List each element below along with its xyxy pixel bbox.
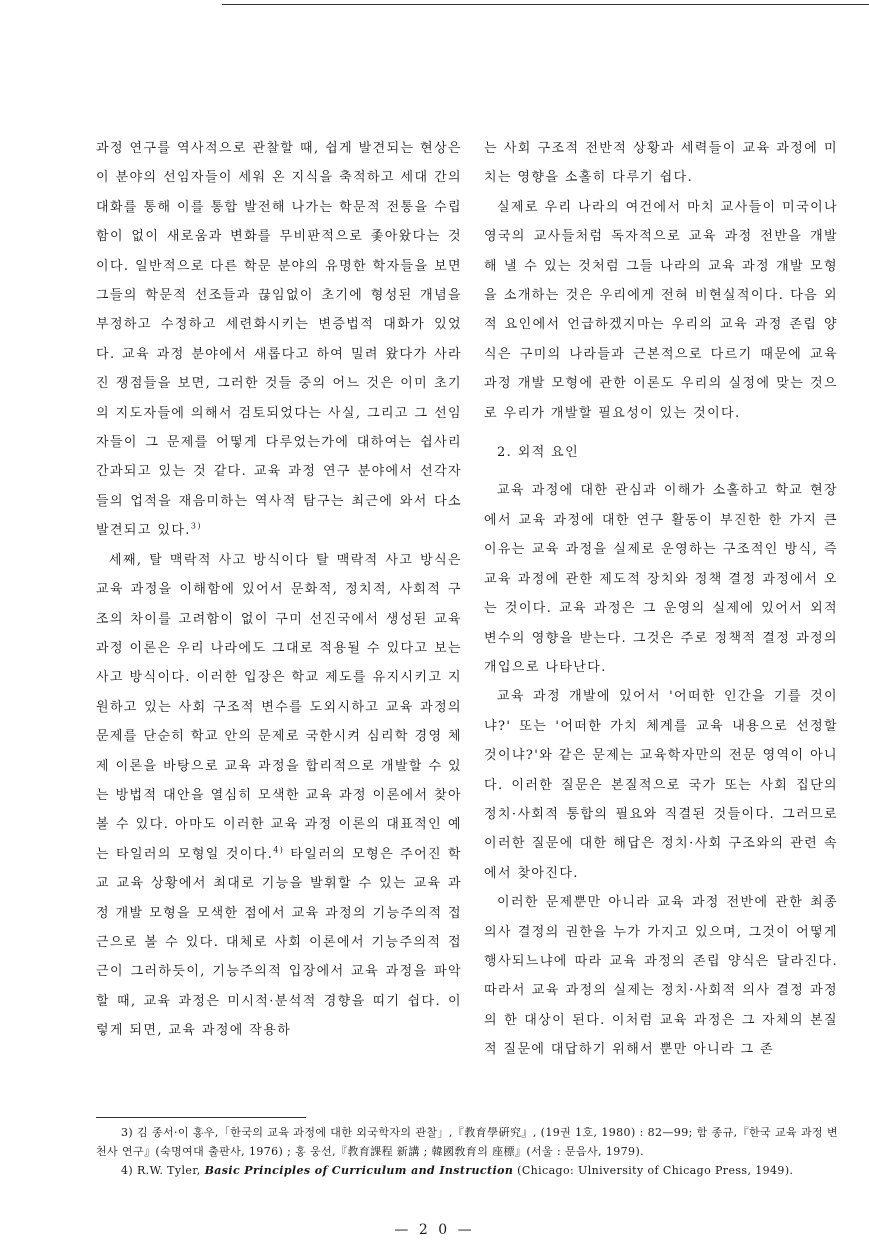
left-column <box>96 134 462 1046</box>
left-paragraph-2: 세째, 탈 맥락적 사고 방식이다 탈 맥락적 사고 방식은 교육 과정을 이해함에 있어서 문화적, 정치적, 사회적 구조의 차이를 고려함이 없이 구미 선진국에서 생성된 교육 과정 이론은 우리 나라에도 그대로 적용될 수 있다고 보는 사고 방식이다. 이러한 입장은 학교 제도를 유지시키고 지원하고 있는 사회 구조적 변수를 도외시하고 교육 과정의 문제를 단순히 학교 안의 문제로 국한시켜 심리학 경영 체제 이론을 바탕으로 교육 과정을 합리적으로 개발할 수 있는 방법적 대안을 열심히 모색한 교육 과정 이론에서 찾아볼 수 있다. 아마도 이러한 교육 과정 이론의 대표적인 예는 타일러의 모형일 것이다.$^{4)}$ 타일러의 모형은 주어진 학교 교육 상황에서 최대로 기능을 발휘할 수 있는 교육 과정 개발 모형을 모색한 점에서 교육 과정의 기능주의적 접근으로 볼 수 있다. 대체로 사회 이론에서 기능주의적 접근이 그러하듯이, 기능주의적 입장에서 교육 과정을 파악할 때, 교육 과정은 미시적·분석적 경향을 띠기 쉽다. 이렇게 되면, 교육 과정에 작용하 <box>96 552 462 1039</box>
page-number: — 2 0 — <box>394 1222 475 1238</box>
right-paragraph-1: 는 사회 구조적 전반적 상황과 세력들이 교육 과정에 미치는 영향을 소홀히 다루기 쉽다. <box>484 141 838 186</box>
footnote-4: 4) R.W. Tyler, Basic Principles of Curriculum and Instruction (Chicago: Ulniversity of Chicago Press, 1949). <box>121 1164 794 1177</box>
footnote-4-title: Basic Principles of Curriculum and Instruction <box>204 1164 514 1177</box>
footnote-ref-3: 3) <box>190 521 202 531</box>
left-paragraph-1: 과정 연구를 역사적으로 관찰할 때, 쉽게 발견되는 현상은 이 분야의 선임자들이 세워 온 지식을 축적하고 세대 간의 대화를 통해 이를 통합 발전해 나가는 학문적 전통을 수립함이 없이 새로움과 변화를 무비판적으로 좇아왔다는 것이다. 일반적으로 다른 학문 분야의 유명한 학자들을 보면 그들의 학문적 선조들과 끊임없이 초기에 형성된 개념을 부정하고 수정하고 세련화시키는 변증법적 대화가 있었다. 교육 과정 분야에서 새롭다고 하여 밀려 왔다가 사라진 쟁점들을 보면, 그러한 것들 중의 어느 것은 이미 초기의 지도자들에 의해서 검토되었다는 사실, 그리고 그 선임자들이 그 문제를 어떻게 다루었는가에 대하여는 쉽사리 간과되고 있는 것 같다. 교육 과정 연구 분야에서 선각자들의 업적을 재음미하는 역사적 탐구는 최근에 와서 다소 발견되고 있다.$^{3)}$ <box>96 141 462 539</box>
footnotes <box>96 1123 838 1180</box>
section-heading: 2. 외적 요인 <box>497 445 580 461</box>
right-column <box>484 134 838 1065</box>
header-rule <box>222 4 869 5</box>
right-paragraph-4: 교육 과정 개발에 있어서 '어떠한 인간을 기를 것이냐?' 또는 '어떠한 가치 체계를 교육 내용으로 선정할 것이냐?'와 같은 문제는 교육학자만의 전문 영역이 아니다. 이러한 질문은 본질적으로 국가 또는 사회 집단의 정치·사회적 통합의 필요와 직결된 것들이다. 그러므로 이러한 질문에 대한 해답은 정치·사회 구조와의 관련 속에서 찾아진다. <box>484 689 838 881</box>
footnote-ref-4: 4) <box>273 845 285 855</box>
right-paragraph-3: 교육 과정에 대한 관심과 이해가 소홀하고 학교 현장에서 교육 과정에 대한 연구 활동이 부진한 한 가지 큰 이유는 교육 과정을 실제로 운영하는 구조적인 방식, 즉 교육 과정에 관한 제도적 장치와 정책 결정 과정에서 오는 것이다. 교육 과정은 그 운영의 실제에 있어서 외적 변수의 영향을 받는다. 그것은 주로 정책적 결정 과정의 개입으로 나타난다. <box>484 483 838 675</box>
footnote-3: 3) 김 종서·이 홍우,「한국의 교육 과정에 대한 외국학자의 관찰」,『教育學硏究』, (19권 1호, 1980) : 82—99; 함 종규,『한국 교육 과정 변천사 연구』(숙명여대 출판사, 1976) ; 홍 웅선,『教育課程 新講 ; 韓國敎育의 座標』(서울 : 문음사, 1979). <box>96 1126 838 1158</box>
footnote-rule <box>96 1117 306 1118</box>
right-paragraph-5: 이러한 문제뿐만 아니라 교육 과정 전반에 관한 최종 의사 결정의 권한을 누가 가지고 있으며, 그것이 어떻게 행사되느냐에 따라 교육 과정의 존립 양식은 달라진다. 따라서 교육 과정의 실제는 정치·사회적 의사 결정 과정의 한 대상이 된다. 이처럼 교육 과정은 그 자체의 본질적 질문에 대답하기 위해서 뿐만 아니라 그 존 <box>484 895 838 1058</box>
right-paragraph-2: 실제로 우리 나라의 여건에서 마치 교사들이 미국이나 영국의 교사들처럼 독자적으로 교육 과정 전반을 개발해 낼 수 있는 것처럼 그들 나라의 교육 과정 개발 모형을 소개하는 것은 우리에게 전혀 비현실적이다. 다음 외적 요인에서 언급하겠지마는 우리의 교육 과정 존립 양식은 구미의 나라들과 근본적으로 다르기 때문에 교육 과정 개발 모형에 관한 이론도 우리의 실정에 맞는 것으로 우리가 개발할 필요성이 있는 것이다. <box>484 199 838 421</box>
